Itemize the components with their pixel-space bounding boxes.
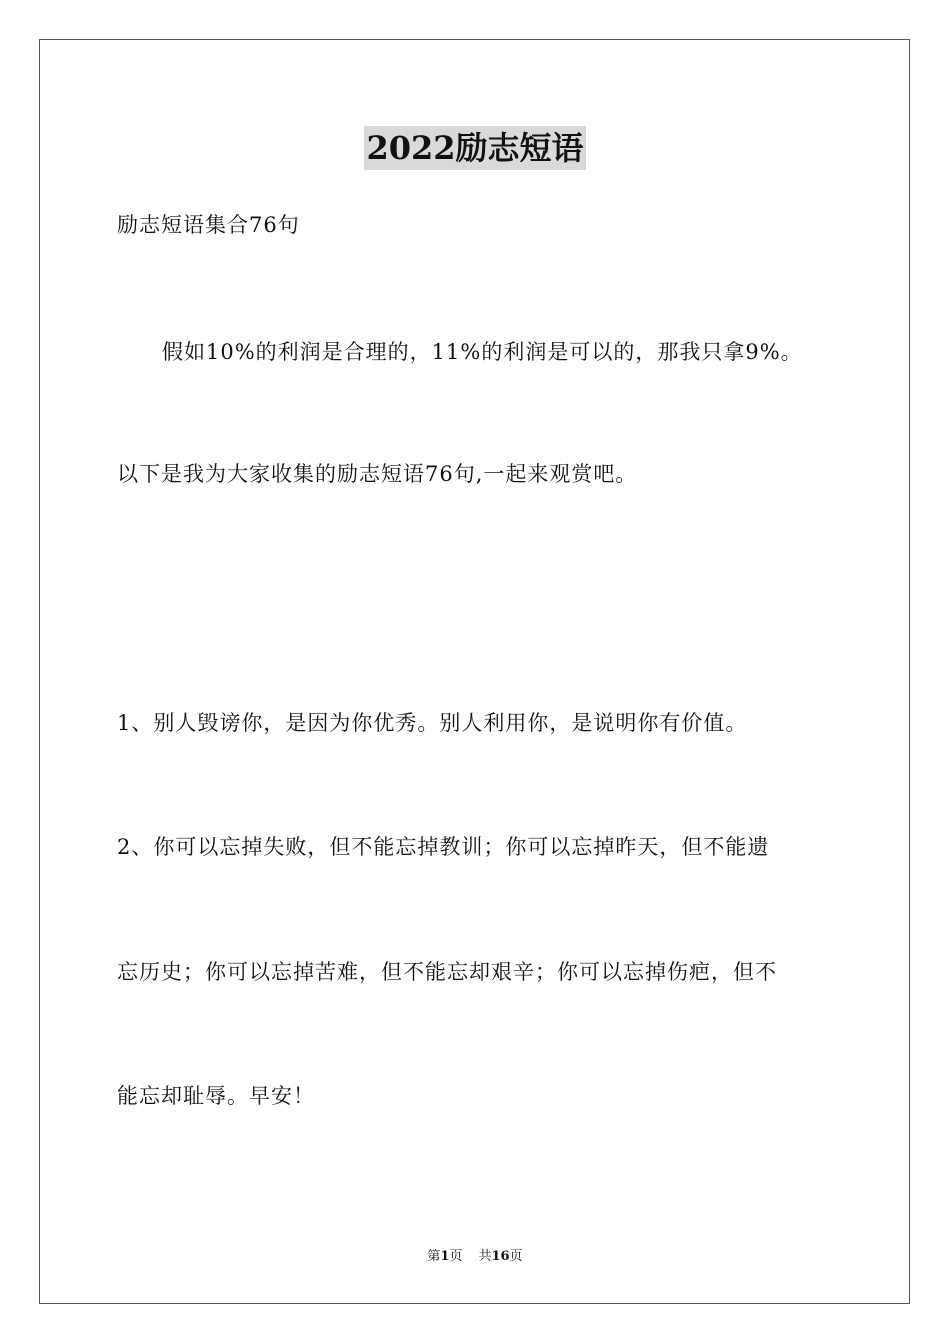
list-item-2-line-3: 能忘却耻辱。早安！ <box>117 1084 315 1108</box>
footer-page-unit: 页 <box>449 1249 463 1264</box>
list-item-2-line-1: 2、你可以忘掉失败，但不能忘掉教训；你可以忘掉昨天，但不能遗 <box>117 835 770 859</box>
subtitle: 励志短语集合76句 <box>117 213 300 237</box>
footer-page-total: 16 <box>491 1249 510 1264</box>
footer-page-prefix: 第 <box>427 1249 441 1264</box>
document-title: 2022励志短语 <box>364 126 585 170</box>
list-item-2-line-2: 忘历史；你可以忘掉苦难，但不能忘却艰辛；你可以忘掉伤疤，但不 <box>117 960 777 984</box>
intro-line-2: 以下是我为大家收集的励志短语76句,一起来观赏吧。 <box>117 462 638 486</box>
page-footer <box>0 1247 950 1267</box>
list-item-1: 1、别人毁谤你，是因为你优秀。别人利用你，是说明你有价值。 <box>117 711 748 735</box>
footer-total-prefix: 共 <box>478 1249 492 1264</box>
document-title-wrapper <box>0 126 950 176</box>
footer-page-current: 1 <box>440 1249 450 1264</box>
intro-line-1: 假如10%的利润是合理的，11%的利润是可以的，那我只拿9%。 <box>162 340 803 364</box>
footer-total-unit: 页 <box>509 1249 523 1264</box>
